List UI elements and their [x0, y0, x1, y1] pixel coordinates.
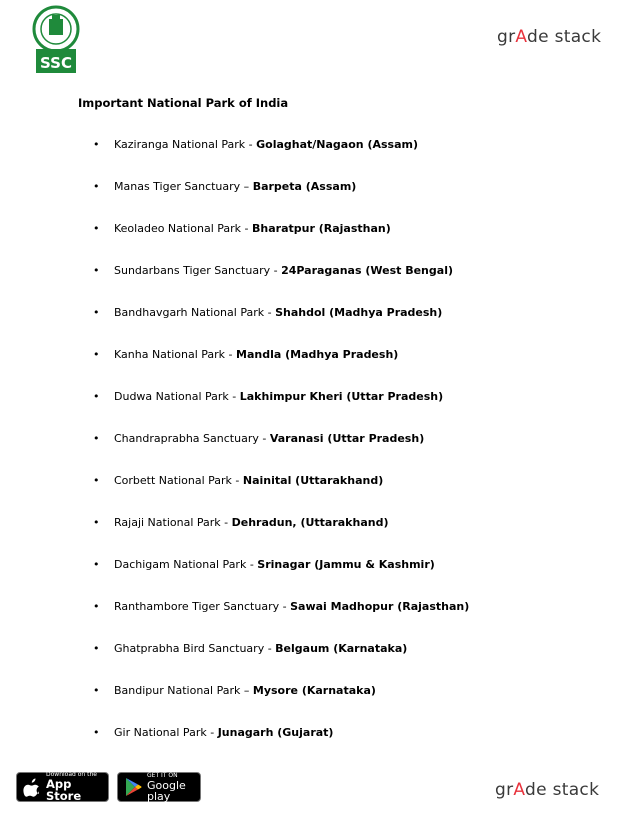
list-item: [0, 594, 638, 636]
bullet-icon: •: [93, 222, 100, 235]
park-name: Rajaji National Park: [114, 516, 221, 529]
bullet-icon: •: [93, 600, 100, 613]
bullet-icon: •: [93, 516, 100, 529]
list-item: [0, 510, 638, 552]
brand-accent: A: [515, 27, 528, 47]
list-item-text: [114, 426, 424, 452]
brand-right: de stack: [527, 27, 602, 47]
list-item-text: [114, 510, 389, 536]
list-item-text: [114, 258, 453, 284]
list-item-text: [114, 468, 383, 494]
park-location: Nainital (Uttarakhand): [242, 474, 384, 487]
separator: -: [246, 558, 258, 571]
national-park-list: [0, 132, 638, 762]
separator: -: [279, 600, 291, 613]
gradestack-footer-logo: [495, 780, 599, 800]
bullet-icon: •: [93, 138, 100, 151]
separator: -: [231, 474, 243, 487]
park-location: Golaghat/Nagaon (Assam): [256, 138, 418, 151]
list-item: [0, 132, 638, 174]
park-name: Dudwa National Park: [114, 390, 229, 403]
park-location: Lakhimpur Kheri (Uttar Pradesh): [239, 390, 444, 403]
separator: -: [264, 642, 276, 655]
separator: -: [264, 306, 276, 319]
list-item: [0, 258, 638, 300]
list-item-text: [114, 216, 391, 242]
park-location: Srinagar (Jammu & Kashmir): [257, 558, 435, 571]
footer-brand-accent: A: [513, 780, 526, 800]
park-location: Sawai Madhopur (Rajasthan): [290, 600, 470, 613]
park-name: Gir National Park: [114, 726, 207, 739]
list-item: [0, 426, 638, 468]
park-location: Mysore (Karnataka): [252, 684, 376, 697]
bullet-icon: •: [93, 474, 100, 487]
park-location: Junagarh (Gujarat): [217, 726, 334, 739]
bullet-icon: •: [93, 264, 100, 277]
bullet-icon: •: [93, 390, 100, 403]
park-name: Keoladeo National Park: [114, 222, 242, 235]
separator: -: [220, 516, 232, 529]
park-name: Chandraprabha Sanctuary: [114, 432, 259, 445]
separator: -: [245, 138, 257, 151]
google-play-badge[interactable]: [117, 772, 201, 802]
bullet-icon: •: [93, 726, 100, 739]
separator: -: [258, 432, 270, 445]
footer-brand-left: gr: [495, 780, 514, 800]
list-item: [0, 342, 638, 384]
list-item-text: [114, 636, 407, 662]
park-location: Bharatpur (Rajasthan): [252, 222, 391, 235]
park-name: Ghatprabha Bird Sanctuary: [114, 642, 265, 655]
park-name: Kaziranga National Park: [114, 138, 246, 151]
list-item: [0, 216, 638, 258]
google-play-label: Google play: [147, 778, 186, 803]
park-location: Dehradun, (Uttarakhand): [231, 516, 389, 529]
list-item: [0, 384, 638, 426]
park-location: Varanasi (Uttar Pradesh): [269, 432, 425, 445]
separator: -: [241, 222, 253, 235]
park-name: Sundarbans Tiger Sanctuary: [114, 264, 271, 277]
app-store-label: App Store: [46, 777, 82, 803]
list-item: [0, 720, 638, 762]
list-item-text: [114, 300, 442, 326]
park-name: Ranthambore Tiger Sanctuary: [114, 600, 280, 613]
list-item: [0, 678, 638, 720]
bullet-icon: •: [93, 180, 100, 193]
list-item: [0, 174, 638, 216]
list-item: [0, 300, 638, 342]
list-item-text: [114, 132, 418, 158]
park-name: Dachigam National Park: [114, 558, 247, 571]
park-location: Shahdol (Madhya Pradesh): [275, 306, 443, 319]
bullet-icon: •: [93, 684, 100, 697]
separator: –: [240, 180, 253, 193]
list-item-text: [114, 342, 398, 368]
park-name: Bandipur National Park: [114, 684, 241, 697]
list-item: [0, 636, 638, 678]
separator: –: [240, 684, 253, 697]
list-item-text: [114, 720, 333, 746]
park-location: 24Paraganas (West Bengal): [281, 264, 453, 277]
list-item-text: [114, 594, 469, 620]
footer-brand-right: de stack: [525, 780, 600, 800]
google-play-icon: [124, 777, 142, 797]
separator: -: [228, 390, 240, 403]
list-item: [0, 468, 638, 510]
park-name: Manas Tiger Sanctuary: [114, 180, 241, 193]
park-location: Barpeta (Assam): [252, 180, 357, 193]
ssc-logo-text: SSC: [40, 54, 72, 72]
gradestack-logo: [497, 27, 601, 47]
page-title: Important National Park of India: [78, 96, 289, 110]
google-play-small: GET IT ON: [147, 771, 178, 779]
bullet-icon: •: [93, 348, 100, 361]
separator: -: [225, 348, 237, 361]
list-item: [0, 552, 638, 594]
ssc-logo: [30, 5, 82, 77]
brand-left: gr: [497, 27, 516, 47]
park-location: Belgaum (Karnataka): [275, 642, 408, 655]
park-name: Corbett National Park: [114, 474, 232, 487]
list-item-text: [114, 552, 435, 578]
bullet-icon: •: [93, 558, 100, 571]
apple-icon: [23, 777, 41, 797]
park-location: Mandla (Madhya Pradesh): [236, 348, 399, 361]
list-item-text: [114, 384, 443, 410]
list-item-text: [114, 174, 356, 200]
park-name: Kanha National Park: [114, 348, 226, 361]
list-item-text: [114, 678, 376, 704]
separator: -: [270, 264, 282, 277]
bullet-icon: •: [93, 642, 100, 655]
separator: -: [206, 726, 218, 739]
app-store-badge[interactable]: [16, 772, 109, 802]
bullet-icon: •: [93, 306, 100, 319]
app-store-small: Download on the: [46, 771, 97, 778]
bullet-icon: •: [93, 432, 100, 445]
park-name: Bandhavgarh National Park: [114, 306, 265, 319]
